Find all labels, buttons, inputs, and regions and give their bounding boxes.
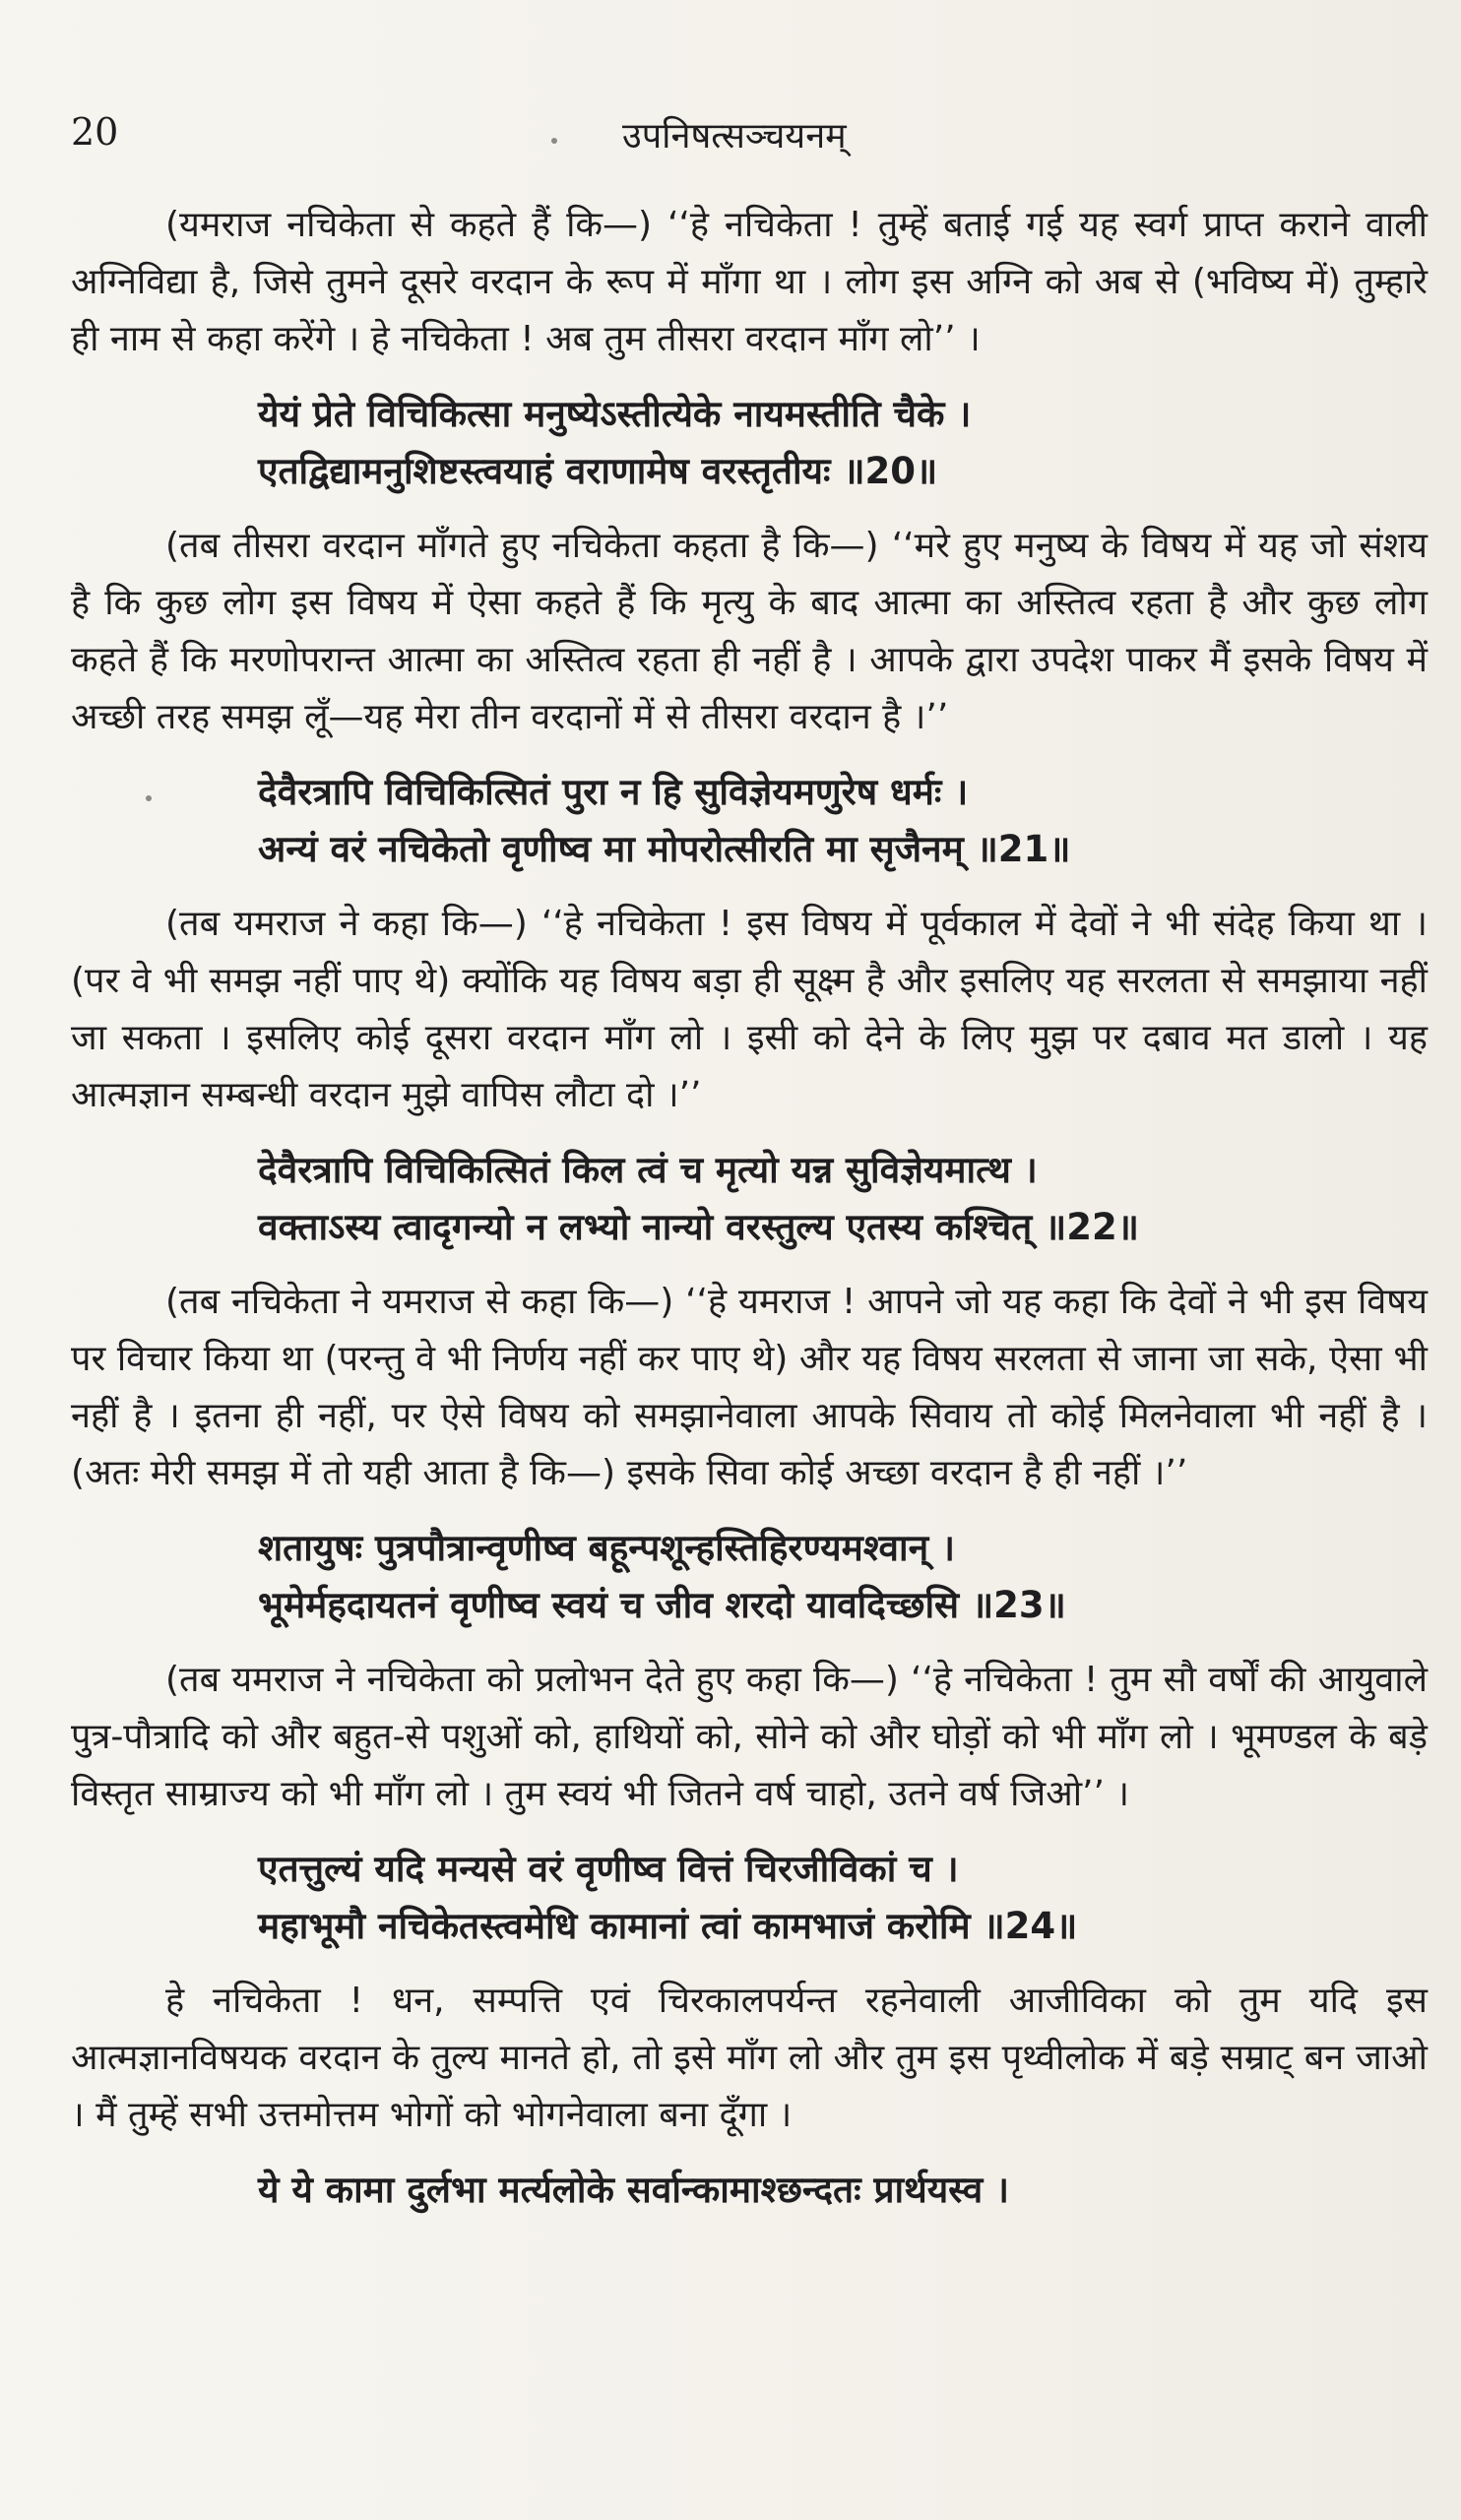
verse-line: एतत्तुल्यं यदि मन्यसे वरं वृणीष्व वित्तं चिरजीविकां च । (258, 1848, 959, 1890)
scan-speck (146, 795, 152, 801)
page-number: 20 (71, 110, 119, 154)
verse-line: भूमेर्महदायतनं वृणीष्व स्वयं च जीव शरदो यावदिच्छसि ॥23॥ (258, 1584, 1066, 1626)
verse-25-start (258, 2162, 1428, 2219)
verse-line: महाभूमौ नचिकेतस्त्वमेधि कामानां त्वां कामभाजं करोमि ॥24॥ (258, 1905, 1078, 1947)
verse-21 (258, 764, 1428, 878)
paragraph-prose: (तब नचिकेता ने यमराज से कहा कि—) ‘‘हे यमराज ! आपने जो यह कहा कि देवों ने भी इस विषय पर विचार किया था (परन्तु वे भी निर्णय नहीं कर पाए थे) और यह विषय सरलता से जाना जा सके, ऐसा भी नहीं है । इतना ही नहीं, पर ऐसे विषय को समझानेवाला आपके सिवाय तो कोई मिलनेवाला भी नहीं है । (अतः मेरी समझ में तो यही आता है कि—) इसके सिवा कोई अच्छा वरदान है ही नहीं ।’’ (71, 1282, 1429, 1493)
paragraph-prose: (तब यमराज ने कहा कि—) ‘‘हे नचिकेता ! इस विषय में पूर्वकाल में देवों ने भी संदेह किया था । (पर वे भी समझ नहीं पाए थे) क्योंकि यह विषय बड़ा ही सूक्ष्म है और इसलिए यह सरलता से समझाया नहीं जा सकता । इसलिए कोई दूसरा वरदान माँग लो । इसी को देने के लिए मुझ पर दबाव मत डालो । यह आत्मज्ञान सम्बन्धी वरदान मुझे वापिस लौटा दो ।’’ (71, 904, 1428, 1115)
verse-22 (258, 1142, 1428, 1256)
verse-line: एतद्विद्यामनुशिष्टस्त्वयाहं वराणामेष वरस्तृतीयः ॥20॥ (258, 450, 938, 492)
running-title: उपनिषत्सञ्चयनम् (622, 116, 847, 157)
paragraph-prose: हे नचिकेता ! धन, सम्पत्ति एवं चिरकालपर्यन्त रहनेवाली आजीविका को तुम यदि इस आत्मज्ञानविषयक वरदान के तुल्य मानते हो, तो इसे माँग लो और तुम इस पृथ्वीलोक में बड़े सम्राट् बन जाओ । मैं तुम्हें सभी उत्तमोत्तम भोगों को भोगनेवाला बना दूँगा । (71, 1981, 1428, 2135)
verse-line: शतायुषः पुत्रपौत्रान्वृणीष्व बहून्पशून्हस्तिहिरण्यमश्वान् । (258, 1527, 956, 1569)
verse-line: वक्ताऽस्य त्वादृगन्यो न लभ्यो नान्यो वरस्तुल्य एतस्य कश्चित् ॥22॥ (258, 1206, 1139, 1248)
page-body (71, 197, 1428, 2236)
page-header (71, 110, 1390, 169)
verse-23 (258, 1520, 1428, 1634)
paragraph-prose: (यमराज नचिकेता से कहते हैं कि—) ‘‘हे नचिकेता ! तुम्हें बताई गई यह स्वर्ग प्राप्त कराने वाली अग्निविद्या है, जिसे तुमने दूसरे वरदान के रूप में माँगा था । लोग इस अग्नि को अब से (भविष्य में) तुम्हारे ही नाम से कहा करेंगे । हे नचिकेता ! अब तुम तीसरा वरदान माँग लो’’ । (71, 205, 1428, 359)
verse-line: येयं प्रेते विचिकित्सा मनुष्येऽस्तीत्येके नायमस्तीति चैके । (258, 393, 972, 435)
paragraph-prose: (तब यमराज ने नचिकेता को प्रलोभन देते हुए कहा कि—) ‘‘हे नचिकेता ! तुम सौ वर्षों की आयुवाले पुत्र-पौत्रादि को और बहुत-से पशुओं को, हाथियों को, सोने को और घोड़ों को भी माँग लो । भूमण्डल के बड़े विस्तृत साम्राज्य को भी माँग लो । तुम स्वयं भी जितने वर्ष चाहो, उतने वर्ष जिओ’’ । (71, 1660, 1428, 1814)
verse-line: देवैरत्रापि विचिकित्सितं किल त्वं च मृत्यो यन्न सुविज्ञेयमात्थ । (258, 1149, 1038, 1191)
verse-line: ये ये कामा दुर्लभा मर्त्यलोके सर्वान्कामाश्छन्दतः प्रार्थयस्व । (258, 2169, 1010, 2211)
paragraph-prose: (तब तीसरा वरदान माँगते हुए नचिकेता कहता है कि—) ‘‘मरे हुए मनुष्य के विषय में यह जो संशय है कि कुछ लोग इस विषय में ऐसा कहते हैं कि मृत्यु के बाद आत्मा का अस्तित्व रहता है और कुछ लोग कहते हैं कि मरणोपरान्त आत्मा का अस्तित्व रहता ही नहीं है । आपके द्वारा उपदेश पाकर मैं इसके विषय में अच्छी तरह समझ लूँ—यह मेरा तीन वरदानों में से तीसरा वरदान है ।’’ (71, 526, 1428, 737)
verse-line: देवैरत्रापि विचिकित्सितं पुरा न हि सुविज्ञेयमणुरेष धर्मः । (258, 771, 969, 813)
scan-speck (551, 138, 557, 144)
verse-line: अन्यं वरं नचिकेतो वृणीष्व मा मोपरोत्सीरति मा सृजैनम् ॥21॥ (258, 828, 1071, 870)
verse-20 (258, 386, 1428, 500)
verse-24 (258, 1841, 1428, 1955)
